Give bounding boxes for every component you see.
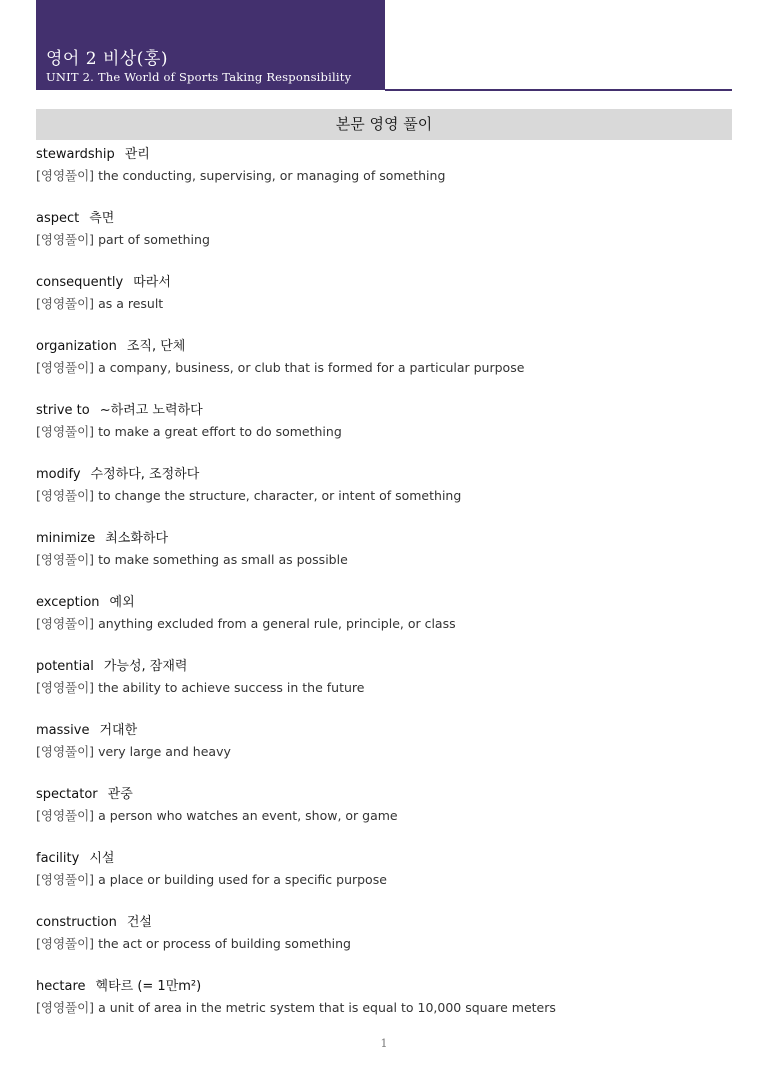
term-line xyxy=(36,209,732,229)
definition-text: the act or process of building something xyxy=(98,936,351,951)
vocab-entry xyxy=(36,913,732,977)
definition-text: as a result xyxy=(98,296,164,311)
vocabulary-list xyxy=(36,145,732,1041)
definition-text: a company, business, or club that is formed for a particular purpose xyxy=(98,360,525,375)
term-word: minimize xyxy=(36,531,96,546)
term-meaning: 조직, 단체 xyxy=(126,339,186,354)
term-line xyxy=(36,337,732,357)
definition-line xyxy=(36,294,732,314)
definition-line xyxy=(36,934,732,954)
term-line xyxy=(36,465,732,485)
definition-text: very large and heavy xyxy=(98,744,231,759)
term-word: facility xyxy=(36,851,80,866)
section-title: 본문 영영 풀이 xyxy=(36,109,732,140)
term-word: hectare xyxy=(36,979,86,994)
term-meaning: 예외 xyxy=(109,595,135,610)
definition-line xyxy=(36,358,732,378)
definition-tag: [영영풀이] xyxy=(36,1000,95,1015)
vocab-entry xyxy=(36,529,732,593)
term-meaning: 시설 xyxy=(89,851,115,866)
definition-tag: [영영풀이] xyxy=(36,936,95,951)
term-meaning: 수정하다, 조정하다 xyxy=(90,467,200,482)
definition-tag: [영영풀이] xyxy=(36,168,95,183)
vocab-entry xyxy=(36,849,732,913)
term-word: exception xyxy=(36,595,100,610)
term-meaning: ~하려고 노력하다 xyxy=(99,403,203,418)
term-meaning: 가능성, 잠재력 xyxy=(103,659,188,674)
definition-text: the conducting, supervising, or managing of something xyxy=(98,168,446,183)
definition-text: to make a great effort to do something xyxy=(98,424,342,439)
definition-tag: [영영풀이] xyxy=(36,360,95,375)
vocab-entry xyxy=(36,977,732,1041)
term-meaning: 따라서 xyxy=(133,275,171,290)
definition-text: part of something xyxy=(98,232,210,247)
term-word: stewardship xyxy=(36,147,115,162)
vocab-entry xyxy=(36,273,732,337)
definition-line xyxy=(36,806,732,826)
vocab-entry xyxy=(36,209,732,273)
definition-text: a unit of area in the metric system that is equal to 10,000 square meters xyxy=(98,1000,556,1015)
definition-text: anything excluded from a general rule, principle, or class xyxy=(98,616,456,631)
term-meaning: 거대한 xyxy=(99,723,138,738)
definition-text: the ability to achieve success in the future xyxy=(98,680,365,695)
definition-text: to make something as small as possible xyxy=(98,552,348,567)
vocab-entry xyxy=(36,465,732,529)
definition-line xyxy=(36,870,732,890)
vocab-entry xyxy=(36,145,732,209)
term-word: massive xyxy=(36,723,90,738)
term-word: construction xyxy=(36,915,117,930)
definition-text: a person who watches an event, show, or game xyxy=(98,808,398,823)
term-word: modify xyxy=(36,467,81,482)
definition-tag: [영영풀이] xyxy=(36,552,95,567)
term-meaning: 관중 xyxy=(107,787,133,802)
vocab-entry xyxy=(36,593,732,657)
term-line xyxy=(36,401,732,421)
definition-tag: [영영풀이] xyxy=(36,616,95,631)
term-line xyxy=(36,593,732,613)
definition-tag: [영영풀이] xyxy=(36,680,95,695)
definition-tag: [영영풀이] xyxy=(36,424,95,439)
vocab-entry xyxy=(36,657,732,721)
term-word: strive to xyxy=(36,403,90,418)
definition-line xyxy=(36,550,732,570)
term-line xyxy=(36,273,732,293)
definition-line xyxy=(36,742,732,762)
definition-tag: [영영풀이] xyxy=(36,232,95,247)
definition-line xyxy=(36,422,732,442)
vocab-entry xyxy=(36,785,732,849)
definition-line xyxy=(36,486,732,506)
term-meaning: 측면 xyxy=(89,211,115,226)
definition-text: to change the structure, character, or intent of something xyxy=(98,488,462,503)
definition-tag: [영영풀이] xyxy=(36,744,95,759)
header-subtitle: UNIT 2. The World of Sports Taking Responsibility xyxy=(46,70,352,84)
page-number: 1 xyxy=(380,1037,388,1050)
term-line xyxy=(36,145,732,165)
term-line xyxy=(36,913,732,933)
term-meaning: 관리 xyxy=(124,147,150,162)
term-word: aspect xyxy=(36,211,80,226)
term-word: consequently xyxy=(36,275,124,290)
definition-tag: [영영풀이] xyxy=(36,296,95,311)
definition-line xyxy=(36,998,732,1018)
header-title: 영어 2 비상(홍) xyxy=(46,49,168,69)
term-line xyxy=(36,849,732,869)
term-meaning: 최소화하다 xyxy=(105,531,169,546)
term-line xyxy=(36,977,732,997)
term-word: potential xyxy=(36,659,94,674)
term-line xyxy=(36,721,732,741)
vocab-entry xyxy=(36,337,732,401)
definition-tag: [영영풀이] xyxy=(36,872,95,887)
definition-tag: [영영풀이] xyxy=(36,488,95,503)
vocab-entry xyxy=(36,721,732,785)
definition-line xyxy=(36,678,732,698)
term-meaning: 건설 xyxy=(126,915,152,930)
term-line xyxy=(36,785,732,805)
header-divider xyxy=(385,89,732,91)
term-word: organization xyxy=(36,339,117,354)
definition-line xyxy=(36,614,732,634)
term-word: spectator xyxy=(36,787,98,802)
term-line xyxy=(36,657,732,677)
definition-line xyxy=(36,166,732,186)
definition-line xyxy=(36,230,732,250)
vocab-entry xyxy=(36,401,732,465)
definition-tag: [영영풀이] xyxy=(36,808,95,823)
document-header xyxy=(36,0,385,90)
term-line xyxy=(36,529,732,549)
definition-text: a place or building used for a specific purpose xyxy=(98,872,387,887)
term-meaning: 헥타르 (= 1만m²) xyxy=(95,979,202,994)
